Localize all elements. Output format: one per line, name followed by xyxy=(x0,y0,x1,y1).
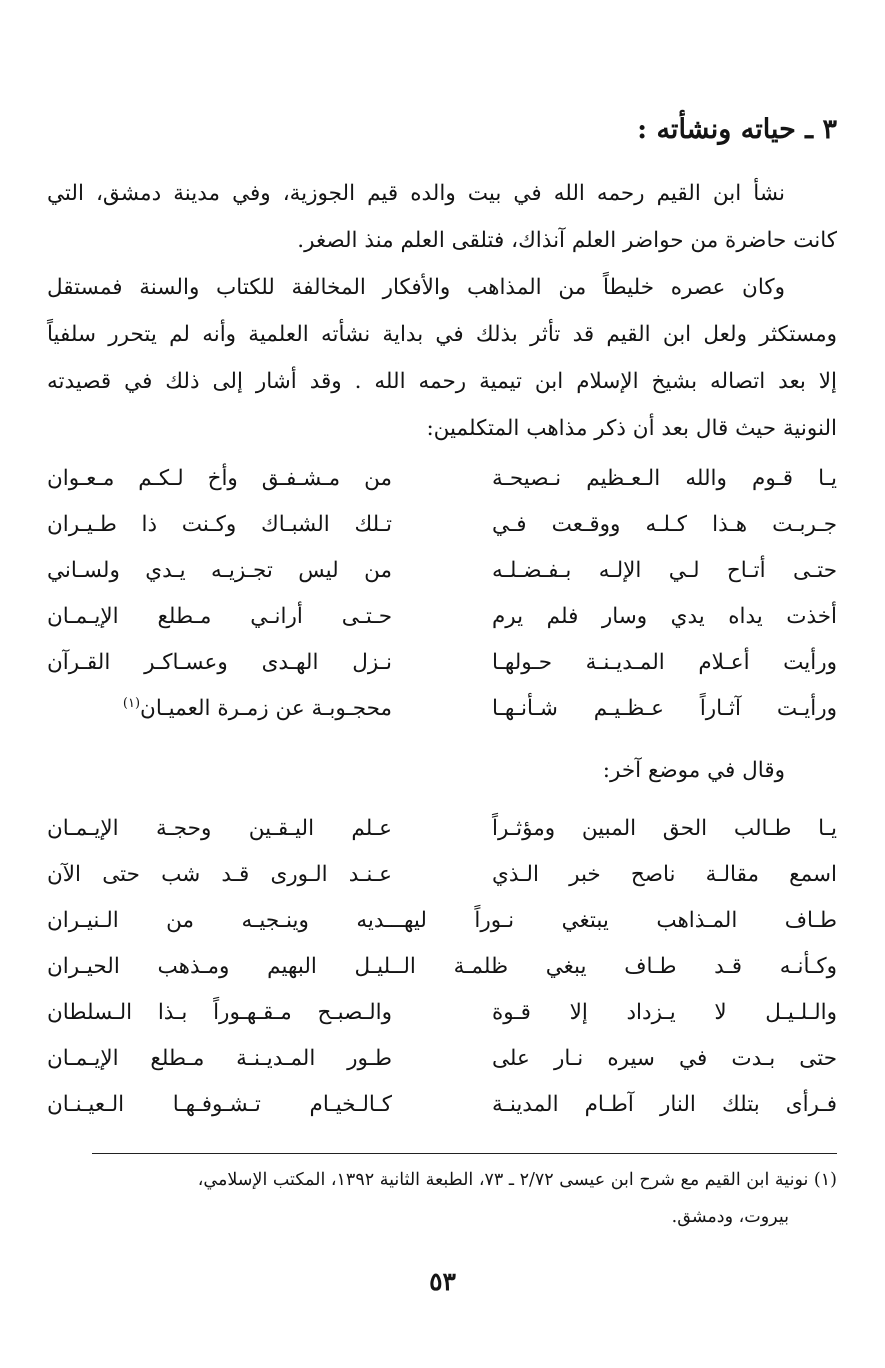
verse-line-full xyxy=(47,944,837,990)
paragraph-line: وكان عصره خليطاً من المذاهب والأفكار المخالفة للكتاب والسنة فمستقل xyxy=(47,275,785,300)
footnote-line: (١) نونية ابن القيم مع شرح ابن عيسى ٢/٧٢ ـ ٧٣، الطبعة الثانية ١٣٩٢، المكتب الإسلامي، xyxy=(197,1170,837,1190)
verse-first-hemistich: ورأيت أعـلام المـديـنـة حـولهـا xyxy=(492,650,837,675)
poem-1 xyxy=(47,456,837,732)
paragraph-line: نشأ ابن القيم رحمه الله في بيت والده قيم الجوزية، وفي مدينة دمشق، التي xyxy=(47,181,785,206)
paragraph-line: النونية حيث قال بعد أن ذكر مذاهب المتكلمين: xyxy=(426,416,837,441)
verse-line-full xyxy=(47,898,837,944)
verse-first-hemistich: حتـى أتـاح لـي الإلـه بـفـضـلـه xyxy=(492,558,837,583)
verse-second-hemistich: نـزل الهـدى وعسـاكـر القـرآن xyxy=(47,650,392,675)
verse-line xyxy=(47,594,837,640)
poem-2 xyxy=(47,806,837,1128)
verse-second-hemistich: من ليس تجـزيـه يـدي ولسـاني xyxy=(47,558,392,583)
verse-first-hemistich: فـرأى بتلك النار آطـام المدينـة xyxy=(492,1092,837,1117)
verse-first-hemistich: جـربـت هـذا كـلـه ووقـعت فـي xyxy=(492,512,837,537)
verse-line xyxy=(47,548,837,594)
verse-line xyxy=(47,852,837,898)
verse-first-hemistich: أخذت يداه يدي وسار فلم يرم xyxy=(492,604,837,629)
footnote-marker: (١) xyxy=(122,695,141,711)
verse-first-hemistich: ورأيـت آثـاراً عـظـيـم شـأنـهـا xyxy=(492,696,837,721)
verse-second-hemistich: من مـشـفـق وأخ لـكـم مـعـوان xyxy=(47,466,392,491)
verse-second-hemistich: تـلك الشبـاك وكـنت ذا طـيـران xyxy=(47,512,392,537)
verse-full-line: وكـأنـه قـد طـاف يبغي ظلمـة الــليـل البهيم ومـذهب الحيـران xyxy=(47,954,837,979)
verse-second-hemistich: عـنـد الـورى قـد شب حتى الآن xyxy=(47,862,392,887)
paragraph-2 xyxy=(47,264,837,452)
verse-second-hemistich: عـلم اليـقـين وحجـة الإيـمـان xyxy=(47,816,392,841)
section-heading: ٣ ـ حياته ونشأته : xyxy=(637,114,837,145)
verse-first-hemistich: يـا قـوم والله الـعـظيم نـصيحـة xyxy=(492,466,837,491)
verse-second-hemistich: كـالـخيـام تـشـوفـهـا الـعيـنـان xyxy=(47,1092,392,1117)
verse-first-hemistich: يـا طـالب الحق المبين ومؤثـراً xyxy=(492,816,837,841)
verse-first-hemistich: والـلـيـل لا يـزداد إلا قـوة xyxy=(492,1000,837,1025)
verse-line xyxy=(47,1082,837,1128)
verse-first-hemistich: اسمع مقالـة ناصح خبر الـذي xyxy=(492,862,837,887)
verse-line xyxy=(47,640,837,686)
verse-second-hemistich: حـتـى أرانـي مـطلع الإيـمـان xyxy=(47,604,392,629)
paragraph-line: إلا بعد اتصاله بشيخ الإسلام ابن تيمية رحمه الله . وقد أشار إلى ذلك في قصيدته xyxy=(47,369,837,394)
verse-second-hemistich: طـور المـديـنـة مـطلع الإيـمـان xyxy=(47,1046,392,1071)
paragraph-line: كانت حاضرة من حواضر العلم آنذاك، فتلقى العلم منذ الصغر. xyxy=(297,228,837,253)
verse-second-hemistich xyxy=(47,686,392,732)
paragraph-line: ومستكثر ولعل ابن القيم قد تأثر بذلك في بداية نشأته العلمية وأنه لم يتحرر سلفياً xyxy=(47,322,837,347)
verse-text: محجـوبـة عن زمـرة العميـان xyxy=(140,696,392,721)
footnote-line: بيروت، ودمشق. xyxy=(671,1207,789,1227)
verse-full-line: طـاف المـذاهب يبتغي نـوراً ليهـــديه وينـجيـه من الـنيـران xyxy=(47,908,837,933)
verse-line xyxy=(47,1036,837,1082)
page-number: ٥٣ xyxy=(429,1267,456,1296)
poem-2-intro: وقال في موضع آخر: xyxy=(602,758,785,783)
footnote xyxy=(47,1162,837,1236)
verse-line xyxy=(47,990,837,1036)
verse-line xyxy=(47,456,837,502)
paragraph-1 xyxy=(47,170,837,264)
verse-line xyxy=(47,806,837,852)
footnote-divider xyxy=(92,1153,837,1154)
verse-second-hemistich: والـصبـح مـقـهـوراً بـذا الـسلطان xyxy=(47,1000,392,1025)
verse-line xyxy=(47,686,837,732)
verse-first-hemistich: حتى بـدت في سيره نـار على xyxy=(492,1046,837,1071)
verse-line xyxy=(47,502,837,548)
